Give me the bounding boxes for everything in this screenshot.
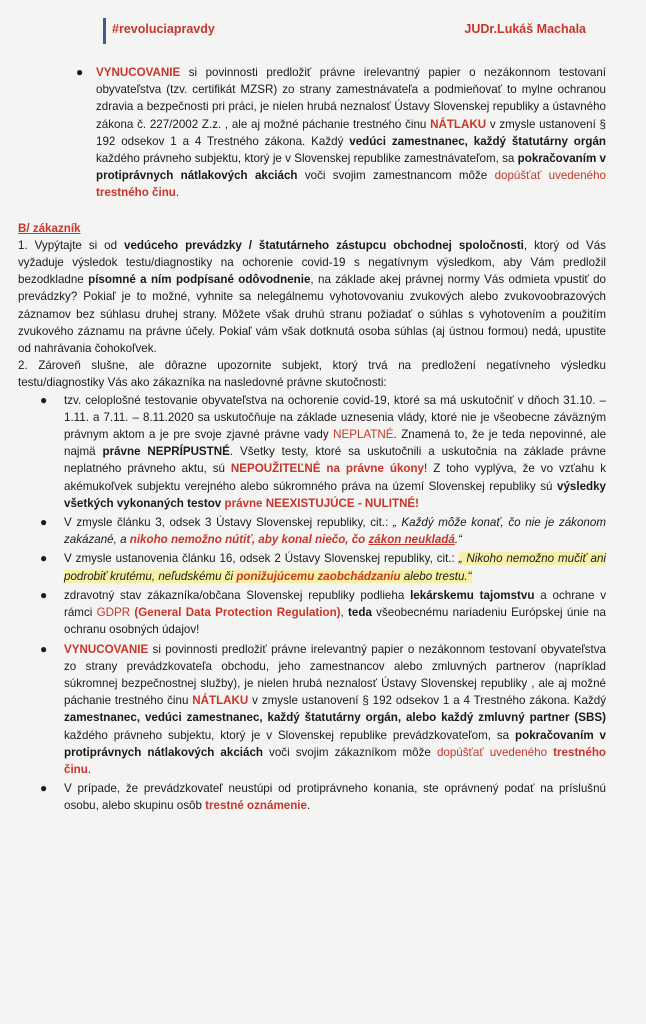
employer-bullet: [18, 64, 606, 202]
text-run: V prípade, že prevádzkovateľ neustúpi od protiprávneho konania, ste oprávnený podať na príslušnú osobu, alebo skupinu osôb: [64, 782, 606, 813]
text-run: „ Každý môže konať, čo nie je zákonom zakázané, a: [64, 516, 606, 547]
sub-bullet-testing: [18, 392, 606, 512]
text-run: trestného činu: [64, 745, 606, 776]
text-run: písomné a ním podpísané odôvodnenie: [88, 273, 311, 287]
text-run: .“: [454, 533, 462, 547]
page-header: [0, 14, 646, 44]
text-run: „ Nikoho nemožno mučiť ani podrobiť krutému, neľudskému či: [64, 552, 606, 583]
point-2: [18, 357, 606, 391]
text-run: V zmysle článku 3, odsek 3 Ústavy Slovenskej republiky, cit.:: [64, 516, 393, 530]
text-run: pokračovaním v protiprávnych nátlakových akciách: [96, 152, 607, 183]
sub-bullet-text: [64, 782, 606, 812]
text-run: pokračovaním v protiprávnych nátlakových akciách: [64, 728, 606, 759]
text-run: dopúšťať uvedeného: [436, 745, 554, 759]
text-run: , na základe akej právnej normy Vás odmieta vpustiť do prevádzky? Pokiaľ je to možné, vyhnite sa nelegálnemu vyhotovovaniu zvukových alebo zvukovoobrazových záznamov bez súhlasu druhej strany. Môžete však druhú stranu požiadať o súhlas s vyhotovením a použitím zvukového záznamu na právne účely. Pokiaľ vám však dotknutá osoba súhlas (aj ústnou formou) nedá, upustite od nahrávania čohokoľvek.: [18, 273, 607, 356]
text-run: lekárskemu tajomstvu: [410, 588, 535, 602]
text-run: každého právneho subjektu, ktorý je v Slovenskej republike prevádzkovateľom, sa: [64, 728, 516, 742]
header-hashtag: #revoluciapravdy: [112, 22, 215, 36]
sub-bullet-enforcement: [18, 641, 606, 779]
text-run: GDPR: [96, 606, 131, 620]
employer-bullet-text: [96, 66, 606, 199]
text-run: dopúšťať uvedeného: [494, 169, 606, 183]
text-run: ,: [340, 606, 349, 620]
text-run: trestné oznámenie: [205, 799, 307, 813]
text-run: vedúci zamestnanec, každý štatutárny orgán: [349, 134, 606, 148]
text-run: . Znamená to, že je teda nepovinné, ale najmä: [64, 428, 607, 459]
text-run: právne NEPRÍPUSTNÉ: [102, 445, 230, 459]
sub-bullet-article-3: [18, 514, 606, 548]
bullet-icon: ●: [40, 392, 48, 407]
text-run: ponižujúcemu zaobchádzaniu: [236, 569, 401, 583]
bullet-icon: ●: [40, 587, 48, 602]
text-run: 2. Zároveň slušne, ale dôrazne upozornite subjekt, ktorý trvá na predložení negatívneho výsledku testu/diagnostiky Vás ako zákazníka na nasledovné právne skutočnosti:: [18, 359, 606, 390]
text-run: nikoho nemožno nútiť, aby konal niečo, čo: [129, 533, 369, 547]
text-run: si povinnosti predložiť právne irelevantný papier o nezákonnom testovaní obyvateľstva zo strany prevádzkovateľa obchodu, jeho zamestnancov alebo zmluvných partnerov (napríklad súkromnej bezpečnostnej služby), je nielen hrubá neznalosť Ústavy Slovenskej republiky , ale aj možné páchanie trestného činu: [64, 642, 606, 708]
text-run: 1. Vypýtajte si od: [18, 238, 125, 252]
text-run: každého právneho subjektu, ktorý je v Slovenskej republike zamestnávateľom, sa: [96, 152, 518, 166]
text-run: VYNUCOVANIE: [64, 642, 149, 656]
text-run: VYNUCOVANIE: [96, 66, 181, 79]
sub-bullet-text: [64, 589, 606, 636]
text-run: .: [87, 762, 92, 776]
text-run: .: [306, 799, 311, 813]
sub-bullet-criminal-complaint: [18, 780, 606, 814]
text-run: a ochrane v rámci: [64, 588, 606, 620]
sub-bullet-text: [64, 643, 606, 776]
text-run: voči svojim zákazníkom môže: [262, 745, 437, 759]
text-run: (General Data Protection Regulation): [134, 606, 341, 620]
text-run: zákon neukladá: [368, 533, 455, 547]
text-run: NÁTLAKU: [192, 694, 249, 708]
text-run: teda: [348, 606, 372, 620]
text-run: NEPLATNÉ: [333, 428, 394, 442]
text-run: , ktorý od Vás vyžaduje výsledok testu/diagnostiky na ochorenie covid-19 s negatívnym výsledkom, aby Vám predložil bezodkladne: [18, 238, 606, 287]
text-run: .: [175, 186, 180, 200]
text-run: vedúceho prevádzky / štatutárneho zástupcu obchodnej spoločnosti: [124, 238, 524, 252]
sub-bullet-article-16: [18, 550, 606, 584]
text-run: výsledky všetkých vykonaných testov: [64, 479, 606, 510]
text-run: v zmysle ustanovení § 192 odsekov 1 a 4 Trestného zákona. Každý: [248, 694, 606, 708]
sub-bullet-gdpr: [18, 587, 606, 639]
point-1: [18, 237, 606, 357]
document-body: [18, 64, 606, 817]
sub-bullet-text: [64, 516, 606, 546]
header-accent-bar: [103, 18, 106, 44]
text-run: tzv. celoplošné testovanie obyvateľstva na ochorenie covid-19, ktoré sa má uskutočniť v dňoch 31.10. – 1.11. a 7.11. – 8.11.2020 sa uskutočňuje na základe uznesenia vlády, ktoré nie je všeobecne záväzným právnym aktom a je pre svoje zjavné právne vady: [64, 393, 606, 442]
text-run: zdravotný stav zákazníka/občana Slovenskej republiky podlieha: [64, 588, 411, 602]
bullet-icon: ●: [40, 515, 48, 530]
sub-bullet-text: [64, 394, 606, 510]
text-run: V zmysle ustanovenia článku 16, odsek 2 Ústavy Slovenskej republiky, cit.:: [64, 552, 459, 566]
bullet-icon: ●: [40, 781, 48, 796]
text-run: v zmysle ustanovení § 192 odsekov 1 a 4 Trestného zákona. Každý: [96, 117, 606, 148]
sub-bullet-text: [64, 552, 606, 582]
text-run: NÁTLAKU: [430, 117, 487, 131]
text-run: ! Z toho vyplýva, že vo vzťahu k akémukoľvek subjektu verejného alebo súkromného práva na území Slovenskej republiky sú: [64, 462, 607, 493]
bullet-icon: ●: [40, 551, 48, 566]
text-run: NEPOUŽITEĽNÉ na právne úkony: [230, 462, 425, 476]
section-title: B/ zákazník: [18, 221, 81, 235]
text-run: právne NEEXISTUJÚCE - NULITNÉ!: [224, 496, 420, 510]
text-run: . Všetky testy, ktoré sa uskutočnili a uskutočnia na základe právne neplatného právneho aktu, sú: [64, 445, 606, 476]
bullet-icon: ●: [40, 641, 48, 656]
text-run: trestného činu: [96, 186, 176, 200]
text-run: alebo trestu.“: [400, 569, 472, 583]
text-run: si povinnosti predložiť právne irelevantný papier o nezákonnom testovaní obyvateľstva (tzv. certifikát MZSR) zo strany zamestnávateľa a podmieňovať to mylne ochranou zdravia a bezpečnosti pri práci, je nielen hrubá neznalosť Ústavy Slovenskej republiky a ústavného zákona č. 227/2002 Z.z. , ale aj možné páchanie trestného činu: [96, 66, 606, 131]
text-run: voči svojim zamestnancom môže: [297, 169, 495, 183]
text-run: všeobecnému nariadeniu Európskej únie na ochranu osobných údajov!: [64, 606, 607, 637]
bullet-icon: ●: [76, 65, 84, 79]
header-author: JUDr.Lukáš Machala: [464, 22, 586, 36]
text-run: zamestnanec, vedúci zamestnanec, každý štatutárny orgán, alebo každý zmluvný partner (SBS): [64, 711, 606, 725]
